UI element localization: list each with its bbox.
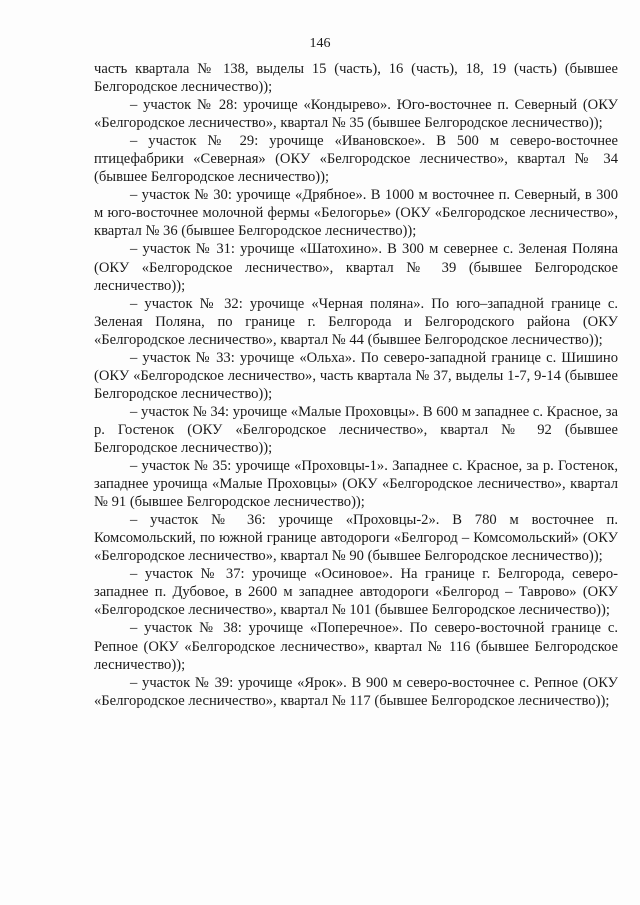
paragraph: – участок № 38: урочище «Поперечное». По северо-восточной границе с. Репное (ОКУ «Белгородское лесничество», квартал № 116 (бывшее Белгородское лесничество));	[94, 620, 618, 673]
paragraph: – участок № 31: урочище «Шатохино». В 300 м севернее с. Зеленая Поляна (ОКУ «Белгородское лесничество», квартал № 39 (бывшее Белгородское лесничество));	[94, 241, 618, 294]
page-number: 146	[309, 36, 331, 51]
paragraph: – участок № 30: урочище «Дрябное». В 1000 м восточнее п. Северный, в 300 м юго-восточнее молочной фермы «Белогорье» (ОКУ «Белгородское лесничество», квартал № 36 (бывшее Белгородское лесничество));	[94, 187, 618, 240]
paragraph: – участок № 36: урочище «Проховцы-2». В 780 м восточнее п. Комсомольский, по южной границе автодороги «Белгород – Комсомольский» (ОКУ «Белгородское лесничество», квартал № 90 (бывшее Белгородское лесничество));	[94, 512, 618, 565]
paragraph: – участок № 37: урочище «Осиновое». На границе г. Белгорода, северо-западнее п. Дубовое, в 2600 м западнее автодороги «Белгород – Таврово» (ОКУ «Белгородское лесничество», квартал № 101 (бывшее Белгородское лесничество));	[94, 566, 618, 619]
page-body	[94, 60, 618, 710]
paragraph: – участок № 34: урочище «Малые Проховцы». В 600 м западнее с. Красное, за р. Гостенок (ОКУ «Белгородское лесничество», квартал № 92 (бывшее Белгородское лесничество));	[94, 403, 618, 456]
paragraph: – участок № 32: урочище «Черная поляна». По юго–западной границе с. Зеленая Поляна, по границе г. Белгорода и Белгородского района (ОКУ «Белгородское лесничество», квартал № 44 (бывшее Белгородское лесничество));	[94, 295, 618, 348]
paragraph: – участок № 33: урочище «Ольха». По северо-западной границе с. Шишино (ОКУ «Белгородское лесничество», часть квартала № 37, выделы 1-7, 9-14 (бывшее Белгородское лесничество));	[94, 349, 618, 402]
paragraph: часть квартала № 138, выделы 15 (часть), 16 (часть), 18, 19 (часть) (бывшее Белгородское лесничество));	[94, 61, 618, 96]
paragraph: – участок № 39: урочище «Ярок». В 900 м северо-восточнее с. Репное (ОКУ «Белгородское лесничество», квартал № 117 (бывшее Белгородское лесничество));	[94, 674, 618, 709]
paragraph: – участок № 29: урочище «Ивановское». В 500 м северо-восточнее птицефабрики «Северная» (ОКУ «Белгородское лесничество», квартал № 34 (бывшее Белгородское лесничество));	[94, 133, 618, 186]
paragraph: – участок № 35: урочище «Проховцы-1». Западнее с. Красное, за р. Гостенок, западнее урочища «Малые Проховцы» (ОКУ «Белгородское лесничество», квартал № 91 (бывшее Белгородское лесничество));	[94, 458, 618, 511]
paragraph: – участок № 28: урочище «Кондырево». Юго-восточнее п. Северный (ОКУ «Белгородское лесничество», квартал № 35 (бывшее Белгородское лесничество));	[94, 97, 618, 132]
